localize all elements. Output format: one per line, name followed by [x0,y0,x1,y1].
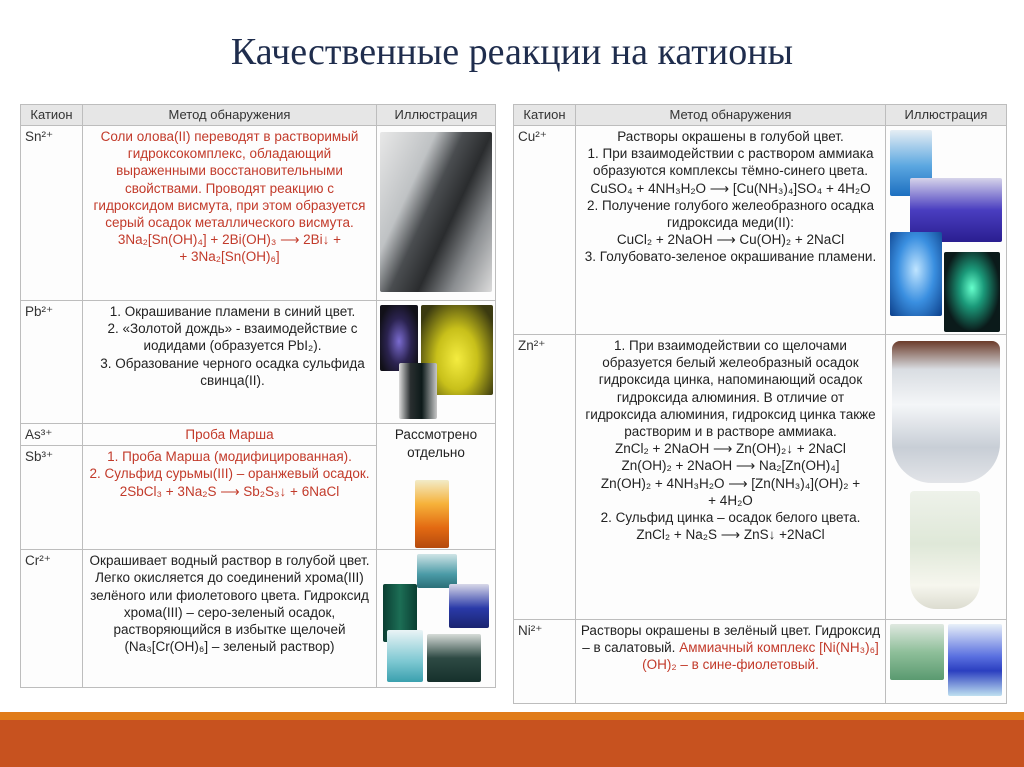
method-zn-eq2: Zn(OH)₂ + 2NaOH ⟶ Na₂[Zn(OH)₄] [621,458,840,474]
method-zn-l2: 2. Сульфид цинка – осадок белого цвета. [600,510,861,526]
method-pb [83,301,377,424]
method-cu-l3: 3. Голубовато-зеленое окрашивание пламени. [584,249,877,265]
method-cu-l1: 1. При взаимодействии с раствором аммиака образуются комплексы тёмно-синего цвета. [587,146,874,179]
method-cu [576,126,886,335]
method-ni-text: Растворы окрашены в зелёный цвет. Гидроксид – в салатовый. [580,623,881,656]
cation-ni: Ni²⁺ [514,620,576,704]
header-method: Метод обнаружения [83,105,377,126]
header-method: Метод обнаружения [576,105,886,126]
method-sb-l2: 2. Сульфид сурьмы(III) – оранжевый осадок. [89,466,370,482]
header-illustration: Иллюстрация [886,105,1007,126]
cation-pb: Pb²⁺ [21,301,83,424]
photo-zn-sulfide-tube [910,491,980,609]
cation-sn: Sn²⁺ [21,126,83,301]
method-sn-eq1: 3Na₂[Sn(OH)₄] + 2Bi(OH)₃ ⟶ 2Bi↓ + [117,232,342,248]
illustration-cr [377,550,496,688]
photo-pb-black-precipitate [399,363,437,419]
method-zn-l1: 1. При взаимодействии со щелочами образуется белый желеобразный осадок гидроксида цинка, напоминающий осадок гидроксида алюминия. В отличие от гидроксида алюминия, гидроксид цинка также растворим и в растворе аммиака. [585,338,876,440]
cation-cu: Cu²⁺ [514,126,576,335]
header-illustration: Иллюстрация [377,105,496,126]
left-reactions-table [20,104,496,688]
right-reactions-table [513,104,1007,704]
cation-zn: Zn²⁺ [514,335,576,620]
photo-sn-tube [380,132,492,292]
method-ni-ammonia-complex: Аммиачный комплекс [Ni(NH₃)₆](OH)₂ – в сине-фиолетовый. [642,640,879,673]
photo-zn-white-precipitate [892,341,1000,483]
row-as [21,424,496,446]
photo-sb-orange-precipitate [415,480,449,548]
table-header-row [21,105,496,126]
method-sn-eq2: + 3Na₂[Sn(OH)₆] [179,249,280,265]
photo-ni-blue-violet-solution [948,624,1002,696]
method-sb-eq: 2SbCl₃ + 3Na₂S ⟶ Sb₂S₃↓ + 6NaCl [119,483,340,499]
method-sn-text: Соли олова(II) переводят в растворимый гидроксокомплекс, обладающий выраженными восстановительными свойствами. Проводят реакцию с гидроксидом висмута, при этом образуется серый осадок металлического висмута. [93,129,366,231]
method-zn-eq4: ZnCl₂ + Na₂S ⟶ ZnS↓ +2NaCl [636,527,825,543]
method-pb-l3: 3. Образование черного осадка сульфида свинца(II). [100,355,365,388]
reviewed-separately-note: Рассмотрено отдельно [394,427,478,460]
photo-cr-blue-beaker [417,554,457,588]
cation-sb: Sb³⁺ [21,446,83,550]
accent-bar [0,712,1024,720]
photo-cu-green-flame [944,252,1000,332]
method-sb-l1: 1. Проба Марша (модифицированная). [107,449,352,465]
cation-cr: Cr²⁺ [21,550,83,688]
photo-cr-violet-solution [449,584,489,628]
row-cu [514,126,1007,335]
photo-cr-dark-green-tube [427,634,481,682]
row-zn [514,335,1007,620]
method-cr: Окрашивает водный раствор в голубой цвет. Легко окисляется до соединений хрома(III) зелёного или фиолетового цвета. Гидроксид хрома(III) – серо-зеленый осадок, растворяющийся в избытке щелочей (Na₃[Cr(OH)₆] – зеленый раствор) [83,550,377,688]
photo-pb-flame [380,305,418,371]
illustration-sb [377,424,496,550]
cation-as: As³⁺ [21,424,83,446]
row-ni [514,620,1007,704]
method-sb [83,446,377,550]
method-sn [83,126,377,301]
footer-bar [0,720,1024,767]
page-title: Качественные реакции на катионы [230,31,794,73]
photo-cr-light-blue-tube [387,630,423,682]
method-zn [576,335,886,620]
method-zn-eq3b: + 4H₂O [708,492,753,508]
method-cu-eq2: CuCl₂ + 2NaOH ⟶ Cu(OH)₂ + 2NaCl [616,232,845,248]
table-header-row [514,105,1007,126]
photo-cu-jelly-precipitate [890,232,942,316]
header-cation: Катион [514,105,576,126]
method-zn-eq3: Zn(OH)₂ + 4NH₃H₂O ⟶ [Zn(NH₃)₄](OH)₂ + [600,475,861,491]
row-pb [21,301,496,424]
method-ni [576,620,886,704]
row-cr [21,550,496,688]
method-zn-eq1: ZnCl₂ + 2NaOH ⟶ Zn(OH)₂↓ + 2NaCl [615,441,846,457]
method-cu-l2: 2. Получение голубого желеобразного осадка гидроксида меди(II): [586,197,875,231]
photo-ni-green-solution [890,624,944,680]
method-pb-l2: 2. «Золотой дождь» - взаимодействие с иодидами (образуется PbI₂). [107,321,358,354]
illustration-sn [377,126,496,301]
method-as: Проба Марша [83,424,377,446]
illustration-ni [886,620,1007,704]
method-cu-eq1: CuSO₄ + 4NH₃H₂O ⟶ [Cu(NH₃)₄]SO₄ + 4H₂O [590,180,871,196]
illustration-pb [377,301,496,424]
method-pb-l1: 1. Окрашивание пламени в синий цвет. [109,304,356,319]
illustration-cu [886,126,1007,335]
method-cu-l0: Растворы окрашены в голубой цвет. [617,129,844,144]
header-cation: Катион [21,105,83,126]
illustration-zn [886,335,1007,620]
row-sn [21,126,496,301]
